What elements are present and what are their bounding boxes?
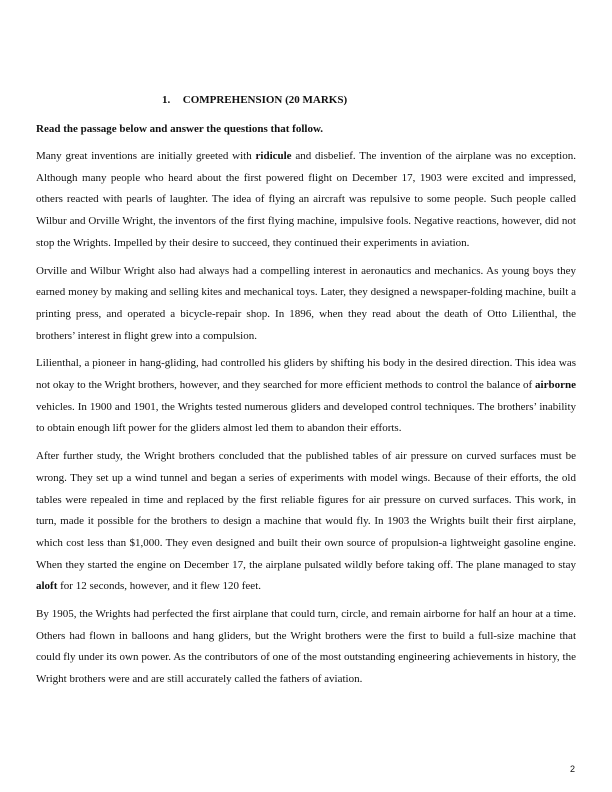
paragraph-text: vehicles. In 1900 and 1901, the Wrights tested numerous gliders and developed control techniques. The brothers’ inability to obtain enough lift power for the gliders almost led them to abandon their efforts.: [36, 400, 576, 435]
paragraph-text: and disbelief. The invention of the airplane was no exception. Although many people who heard about the first powered flight on December 17, 1903 were excited and impressed, others reacted with pearls of laughter. The idea of flying an aircraft was repulsive to some people. Such people called Wilbur and Orville Wright, the inventors of the first flying machine, impulsive fools. Negative reactions, however, did not stop the Wrights. Impelled by their desire to succeed, they continued their experiments in aviation.: [36, 150, 576, 249]
passage-paragraph: [36, 604, 576, 691]
paragraph-text: for 12 seconds, however, and it flew 120 feet.: [57, 580, 261, 593]
vocabulary-word: aloft: [36, 580, 58, 593]
vocabulary-word: ridicule: [255, 150, 292, 162]
paragraph-text: Lilienthal, a pioneer in hang-gliding, had controlled his gliders by shifting his body in the desired direction. This idea was not okay to the Wright brothers, however, and they searched for more efficient methods to control the balance of: [36, 357, 576, 392]
page-number: 2: [570, 764, 576, 774]
passage-paragraph: [36, 353, 576, 440]
passage-paragraph: [36, 146, 576, 255]
passage-paragraph: [36, 261, 576, 348]
instruction-text: Read the passage below and answer the questions that follow.: [36, 123, 324, 135]
section-number: 1.: [162, 94, 171, 106]
passage-paragraph: [36, 446, 576, 598]
vocabulary-word: airborne: [535, 379, 576, 392]
section-heading: [162, 94, 347, 106]
paragraph-text: After further study, the Wright brothers concluded that the published tables of air pressure on curved surfaces must be wrong. They set up a wind tunnel and began a series of experiments with model wings. Because of their efforts, the old tables were repealed in time and replaced by the first reliable figures for air pressure on curved surfaces. This work, in turn, made it possible for the brothers to design a machine that would fly. In 1903 the Wrights built their first airplane, which cost less than $1,000. They even designed and built their own source of propulsion-a lightweight gasoline engine. When they started the engine on December 17, the airplane pulsated wildly before taking off. The plane managed to stay: [36, 450, 576, 571]
passage: [36, 146, 576, 697]
paragraph-text: By 1905, the Wrights had perfected the first airplane that could turn, circle, and remain airborne for half an hour at a time. Others had flown in balloons and hang gliders, but the Wright brothers were the first to build a full-size machine that could fly under its own power. As the contributors of one of the most outstanding engineering achievements in history, the Wright brothers were and are still accurately called the fathers of aviation.: [36, 608, 576, 686]
section-title: COMPREHENSION (20 MARKS): [182, 94, 348, 106]
paragraph-text: Orville and Wilbur Wright also had always had a compelling interest in aeronautics and mechanics. As young boys they earned money by making and selling kites and mechanical toys. Later, they designed a newspaper-folding machine, built a printing press, and operated a bicycle-repair shop. In 1896, when they read about the death of Otto Lilienthal, the brothers’ interest in flight grew into a compulsion.: [36, 264, 576, 342]
paragraph-text: Many great inventions are initially greeted with: [36, 150, 256, 162]
